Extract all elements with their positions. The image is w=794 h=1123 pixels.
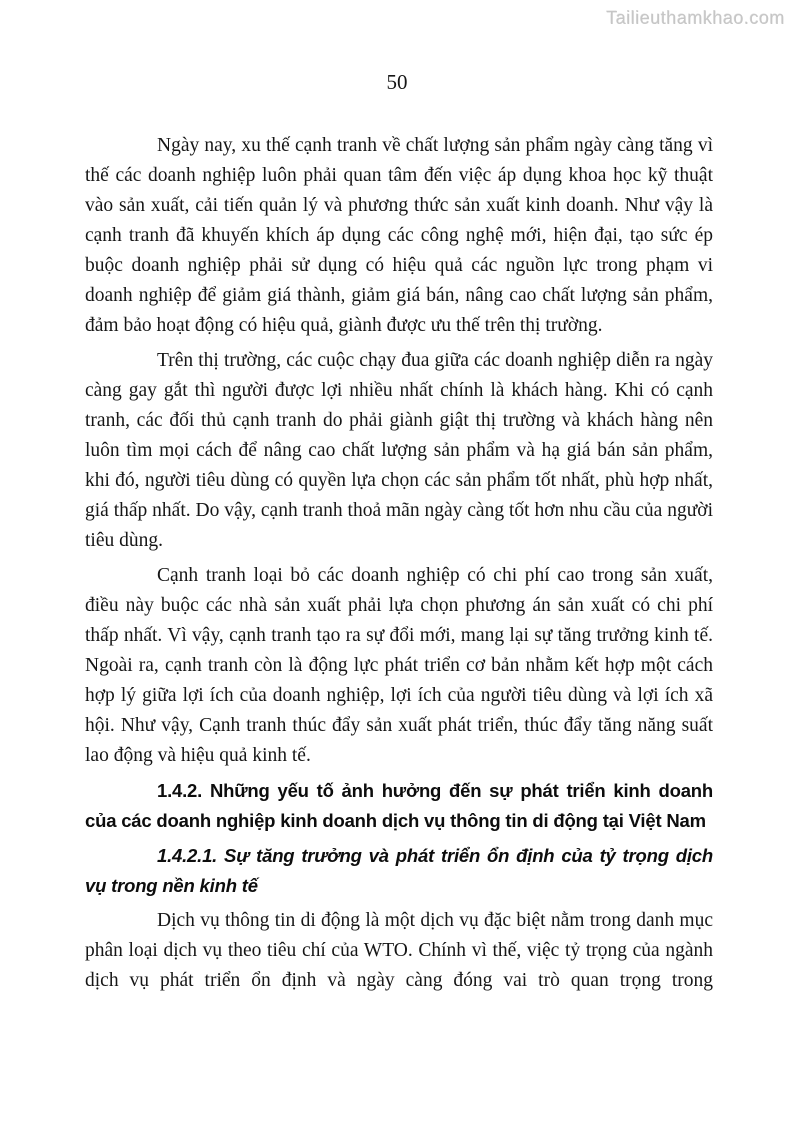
page-number: 50 xyxy=(386,70,408,94)
paragraph-mobile-service-wto: Dịch vụ thông tin di động là một dịch vụ đặc biệt nằm trong danh mục phân loại dịch vụ theo tiêu chí của WTO. Chính vì thế, việc tỷ trọng của ngành dịch vụ phát triển ổn định và ngày càng đóng vai trò quan trọng trong xyxy=(85,910,713,991)
subsection-heading-1-4-2-1: 1.4.2.1. Sự tăng trưởng và phát triển ổn định của tỷ trọng dịch vụ trong nền kinh tế xyxy=(85,845,713,896)
paragraph-market-race: Trên thị trường, các cuộc chạy đua giữa các doanh nghiệp diễn ra ngày càng gay gắt thì người được lợi nhiều nhất chính là khách hàng. Khi có cạnh tranh, các đối thủ cạnh tranh do phải giành giật thị trường và khách hàng nên luôn tìm mọi cách để nâng cao chất lượng sản phẩm và hạ giá bán sản phẩm, khi đó, người tiêu dùng có quyền lựa chọn các sản phẩm tốt nhất, phù hợp nhất, giá thấp nhất. Do vậy, cạnh tranh thoả mãn ngày càng tốt hơn nhu cầu của người tiêu dùng. xyxy=(85,350,713,551)
paragraph-competition-eliminates: Cạnh tranh loại bỏ các doanh nghiệp có chi phí cao trong sản xuất, điều này buộc các nhà sản xuất phải lựa chọn phương án sản xuất có chi phí thấp nhất. Vì vậy, cạnh tranh tạo ra sự đổi mới, mang lại sự tăng trưởng kinh tế. Ngoài ra, cạnh tranh còn là động lực phát triển cơ bản nhằm kết hợp một cách hợp lý giữa lợi ích của doanh nghiệp, lợi ích của người tiêu dùng và lợi ích xã hội. Như vậy, Cạnh tranh thúc đẩy sản xuất phát triển, thúc đẩy tăng năng suất lao động và hiệu quả kinh tế. xyxy=(85,565,713,766)
section-heading-1-4-2: 1.4.2. Những yếu tố ảnh hưởng đến sự phát triển kinh doanh của các doanh nghiệp kinh doanh dịch vụ thông tin di động tại Việt Nam xyxy=(85,780,713,831)
page-content xyxy=(85,131,713,996)
watermark-text: Tailieuthamkhao.com xyxy=(606,8,785,28)
paragraph-competition-quality: Ngày nay, xu thế cạnh tranh về chất lượng sản phẩm ngày càng tăng vì thế các doanh nghiệp luôn phải quan tâm đến việc áp dụng khoa học kỹ thuật vào sản xuất, cải tiến quản lý và phương thức sản xuất kinh doanh. Như vậy là cạnh tranh đã khuyến khích áp dụng các công nghệ mới, hiện đại, tạo sức ép buộc doanh nghiệp phải sử dụng có hiệu quả các nguồn lực trong phạm vi doanh nghiệp để giảm giá thành, giảm giá bán, nâng cao chất lượng sản phẩm, đảm bảo hoạt động có hiệu quả, giành được ưu thế trên thị trường. xyxy=(85,135,713,336)
